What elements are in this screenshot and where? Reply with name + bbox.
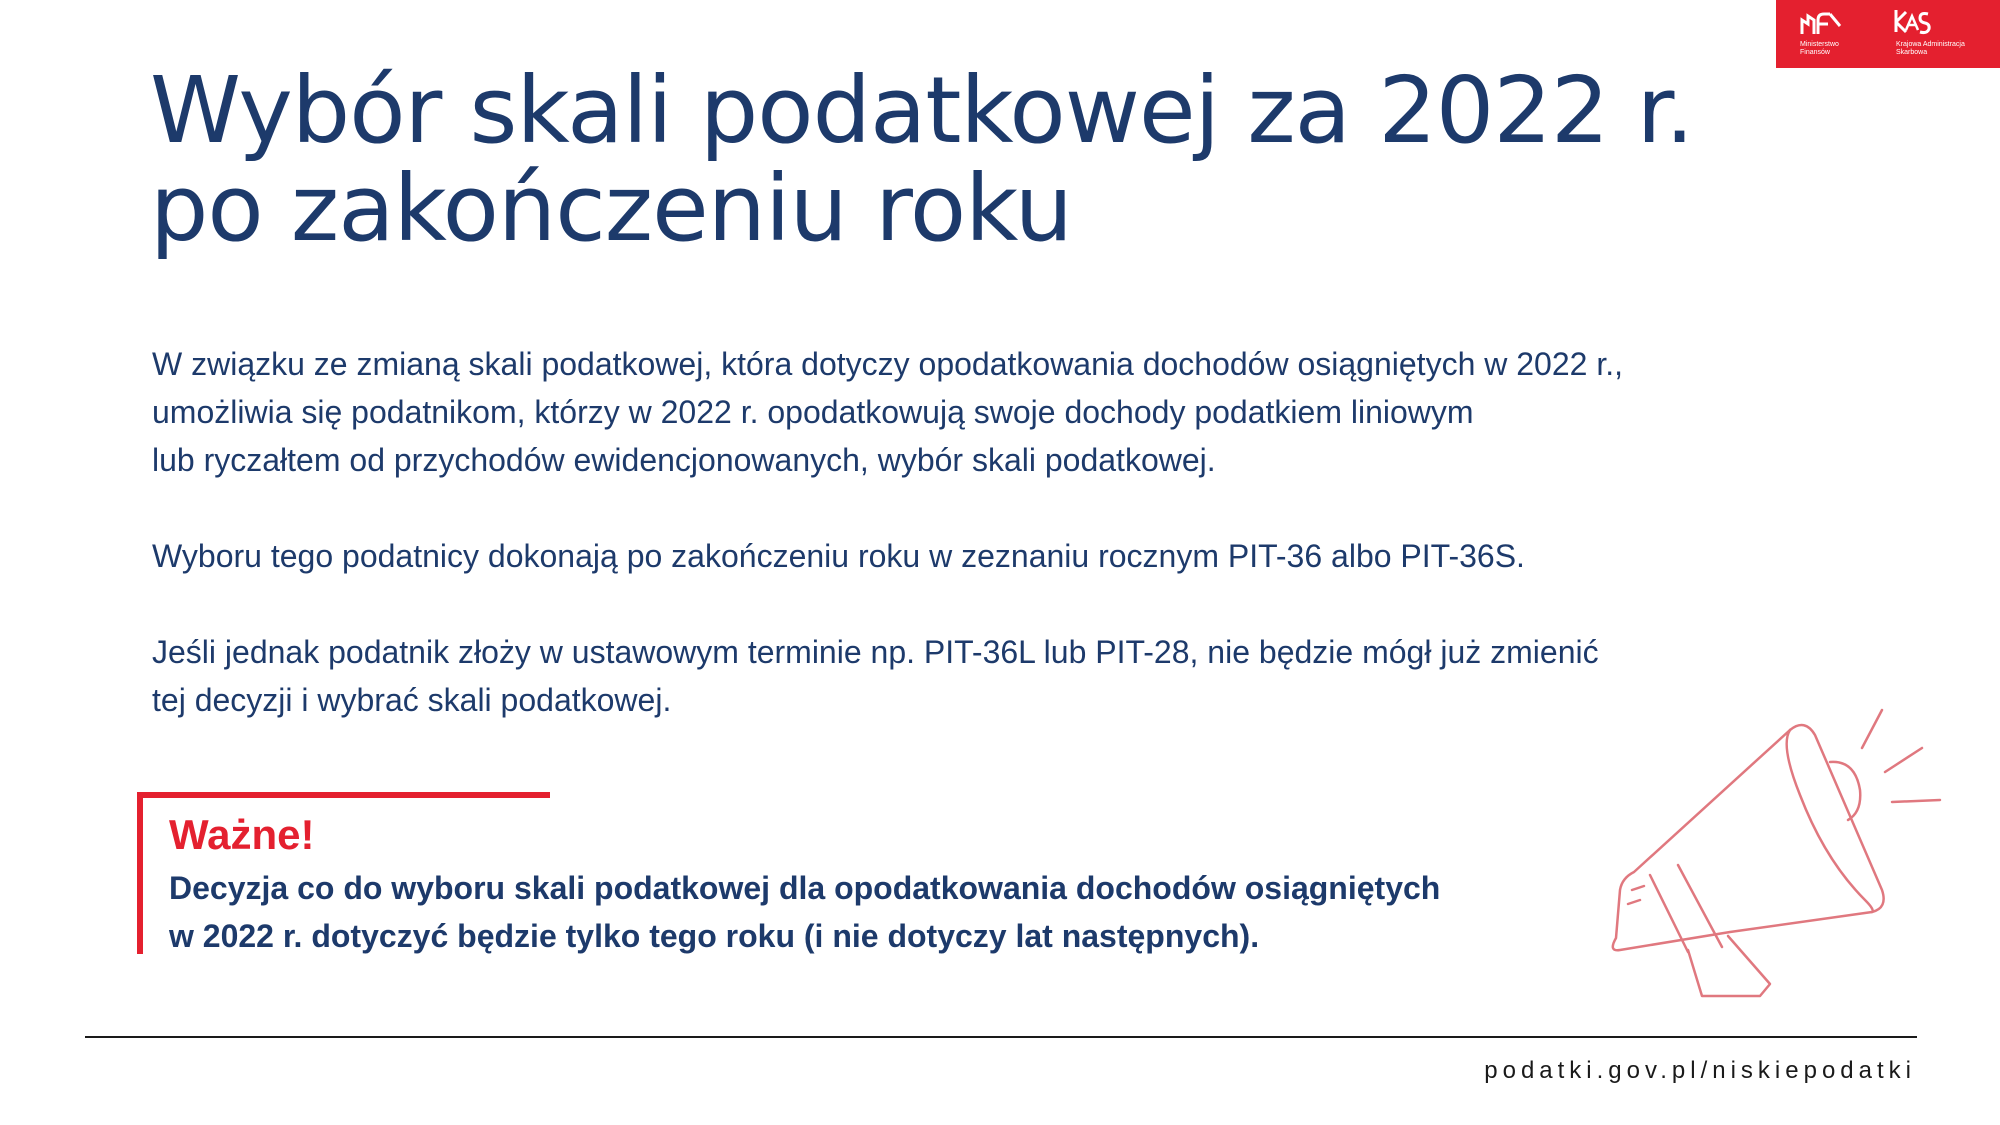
paragraph-warning: Jeśli jednak podatnik złoży w ustawowym terminie np. PIT-36L lub PIT-28, nie będzie mógł już zmienić tej decyzji i wybrać skali podatkowej.	[152, 634, 1599, 718]
megaphone-icon	[1610, 700, 1960, 1010]
kas-label: Krajowa Administracja Skarbowa	[1896, 41, 1965, 56]
paragraph-intro: W związku ze zmianą skali podatkowej, która dotyczy opodatkowania dochodów osiągniętych w 2022 r., umożliwia się podatnikom, którzy w 2022 r. opodatkowują swoje dochody podatkiem liniowym lub ryczałtem od przychodów ewidencjonowanych, wybór skali podatkowej.	[152, 346, 1623, 478]
kas-logo-icon	[1892, 8, 1932, 36]
important-text: Decyzja co do wyboru skali podatkowej dla opodatkowania dochodów osiągniętych w 2022 r. dotyczyć będzie tylko tego roku (i nie dotyczy lat następnych).	[169, 870, 1441, 954]
important-label: Ważne!	[169, 811, 315, 858]
logo-banner	[1776, 0, 2000, 68]
paragraph-choice: Wyboru tego podatnicy dokonają po zakończeniu roku w zeznaniu rocznym PIT-36 albo PIT-36S.	[152, 538, 1525, 574]
page-title: Wybór skali podatkowej za 2022 r. po zakończeniu roku	[150, 57, 1694, 262]
important-accent-bar	[137, 792, 143, 954]
footer-divider	[85, 1036, 1917, 1038]
ministry-of-finance-logo-icon	[1800, 10, 1844, 36]
important-notice	[137, 792, 1587, 954]
important-accent-line	[137, 792, 550, 798]
ministry-of-finance-label: Ministerstwo Finansów	[1800, 41, 1839, 56]
footer-url[interactable]: podatki.gov.pl/niskiepodatki	[1484, 1057, 1916, 1084]
